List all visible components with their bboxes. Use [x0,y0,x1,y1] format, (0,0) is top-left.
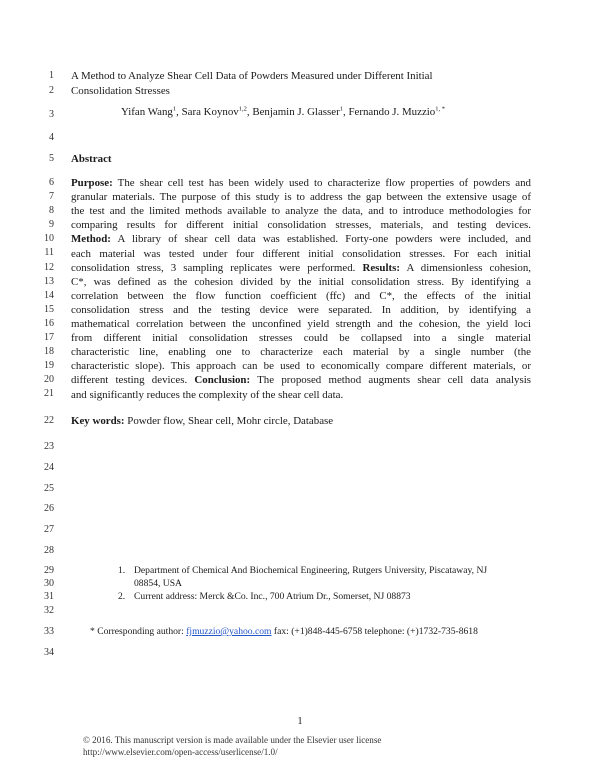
author-name: Benjamin J. Glasser [252,106,340,118]
keywords [71,415,531,428]
corresponding-author [90,626,478,638]
abstract-line [71,290,531,303]
line-number: 12 [44,262,54,273]
abstract-line [71,276,531,289]
author-affiliation-mark: 1, * [435,105,445,113]
line-number: 10 [44,233,54,244]
abstract-heading: Abstract [71,153,112,165]
line-number: 4 [49,132,54,143]
line-number: 7 [49,191,54,202]
paper-title-line-1: A Method to Analyze Shear Cell Data of Powders Measured under Different Initial [71,70,433,82]
abstract-text: The proposed method augments shear cell data analysis [250,374,531,387]
paper-title-line-2: Consolidation Stresses [71,85,170,97]
affiliation-number: 1. [118,565,126,576]
line-number: 16 [44,318,54,329]
line-number: 26 [44,503,54,514]
line-number: 23 [44,441,54,452]
keywords-label: Key words: [71,415,125,427]
abstract-text: granular materials. The purpose of this study is to address the gap between the extensive usage of [71,191,531,204]
line-number: 33 [44,626,54,637]
line-number: 6 [49,177,54,188]
line-number: 31 [44,591,54,602]
abstract-line [71,248,531,261]
author-list: Yifan Wang$^1$, Sara Koynov$^{1,2}$, Benjamin J. Glasser$^1$, Fernando J. Muzzio$^{1, *}$ [121,105,445,118]
abstract-line [71,318,531,331]
abstract-line [71,360,531,373]
abstract-text: C*, was defined as the cohesion divided by the initial consolidation stress. By identifying a [71,275,531,288]
line-number: 1 [49,70,54,81]
line-number: 19 [44,360,54,371]
line-number: 18 [44,346,54,357]
line-number: 30 [44,578,54,589]
abstract-section-label: Conclusion: [187,374,251,387]
affiliation-1-line-1: Department of Chemical And Biochemical Engineering, Rutgers University, Piscataway, NJ [134,565,488,576]
abstract-line [71,262,531,275]
line-number: 29 [44,565,54,576]
abstract-line [71,374,531,387]
abstract-text: correlation between the flow function coefficient (ffc) and C*, the effects of the initial [71,289,531,302]
abstract-line [71,233,531,246]
affiliation-1-line-2: 08854, USA [134,578,182,589]
abstract-text: characteristic slope). This approach can be used to economically compare different materials, or [71,360,531,373]
abstract-text: different testing devices. [71,374,188,387]
line-number: 2 [49,85,54,96]
abstract-line [71,304,531,317]
line-number: 22 [44,415,54,426]
corresponding-prefix: * Corresponding author: [90,626,187,637]
line-number: 34 [44,647,54,658]
keywords-text: Powder flow, Shear cell, Mohr circle, Database [124,415,334,427]
line-number: 14 [44,290,54,301]
line-number: 3 [49,109,54,120]
author-name: Yifan Wang [121,106,173,118]
line-number: 24 [44,462,54,473]
line-number: 17 [44,332,54,343]
author-affiliation-mark: 1 [339,105,343,113]
affiliation-2-line-1: Current address: Merck &Co. Inc., 700 Atrium Dr., Somerset, NJ 08873 [134,591,411,602]
abstract-text: characteristic line, enabling one to characterize each material by a single number (the [71,346,531,359]
line-number: 32 [44,605,54,616]
abstract-text: from different initial consolidation stresses could be collapsed into a single material [71,332,531,345]
author-name: Sara Koynov [181,106,239,118]
abstract-text: The shear cell test has been widely used to characterize flow properties of powders and [112,177,531,189]
author-affiliation-mark: 1 [172,105,177,113]
abstract-text: each material was tested under four different initial consolidation stresses. For each initial [71,247,531,260]
abstract-line [71,389,531,402]
line-number: 8 [49,205,54,216]
line-number: 13 [44,276,54,287]
abstract-line [71,177,531,190]
license-url: http://www.elsevier.com/open-access/userlicense/1.0/ [83,747,278,757]
corresponding-email-link[interactable]: fjmuzzio@yahoo.com [186,626,272,637]
line-number: 20 [44,374,54,385]
license-note: © 2016. This manuscript version is made available under the Elsevier user license [83,735,382,745]
abstract-text: and significantly reduces the complexity of the shear cell data. [71,388,344,401]
abstract-line [71,191,531,204]
line-number: 15 [44,304,54,315]
abstract-text: A dimensionless cohesion, [399,261,531,274]
abstract-line [71,332,531,345]
abstract-section-label: Method: [71,233,111,246]
line-number: 5 [49,153,54,164]
author-name: Fernando J. Muzzio [348,106,436,118]
abstract-text: consolidation stress and the testing device were separated. In addition, by identifying a [71,303,531,316]
abstract-text: consolidation stress, 3 sampling replicates were performed. [71,261,356,274]
abstract-line [71,205,531,218]
abstract-section-label: Results: [355,261,400,274]
abstract-text: mathematical correlation between the unconfined yield strength and the cohesion, the yield loci [71,318,531,330]
abstract-line [71,219,531,232]
line-number: 28 [44,545,54,556]
affiliation-number: 2. [118,591,126,602]
corresponding-contact: fax: (+1)848-445-6758 telephone: (+)1732-735-8618 [271,626,478,637]
author-affiliation-mark: 1,2 [238,105,247,113]
abstract-text: comparing results for different initial consolidation stresses, materials, and testing devices. [71,219,531,232]
page-number: 1 [297,716,303,727]
line-number: 21 [44,388,54,399]
line-number: 11 [44,247,54,258]
abstract-text: A library of shear cell data was established. Forty-one powders were included, and [110,233,531,246]
line-number: 9 [49,219,54,230]
abstract-text: the test and the limited methods available to analyze the data, and to introduce methodologies for [71,205,531,218]
abstract-line [71,346,531,359]
abstract-section-label: Purpose: [71,177,113,189]
line-number: 27 [44,524,54,535]
line-number: 25 [44,483,54,494]
